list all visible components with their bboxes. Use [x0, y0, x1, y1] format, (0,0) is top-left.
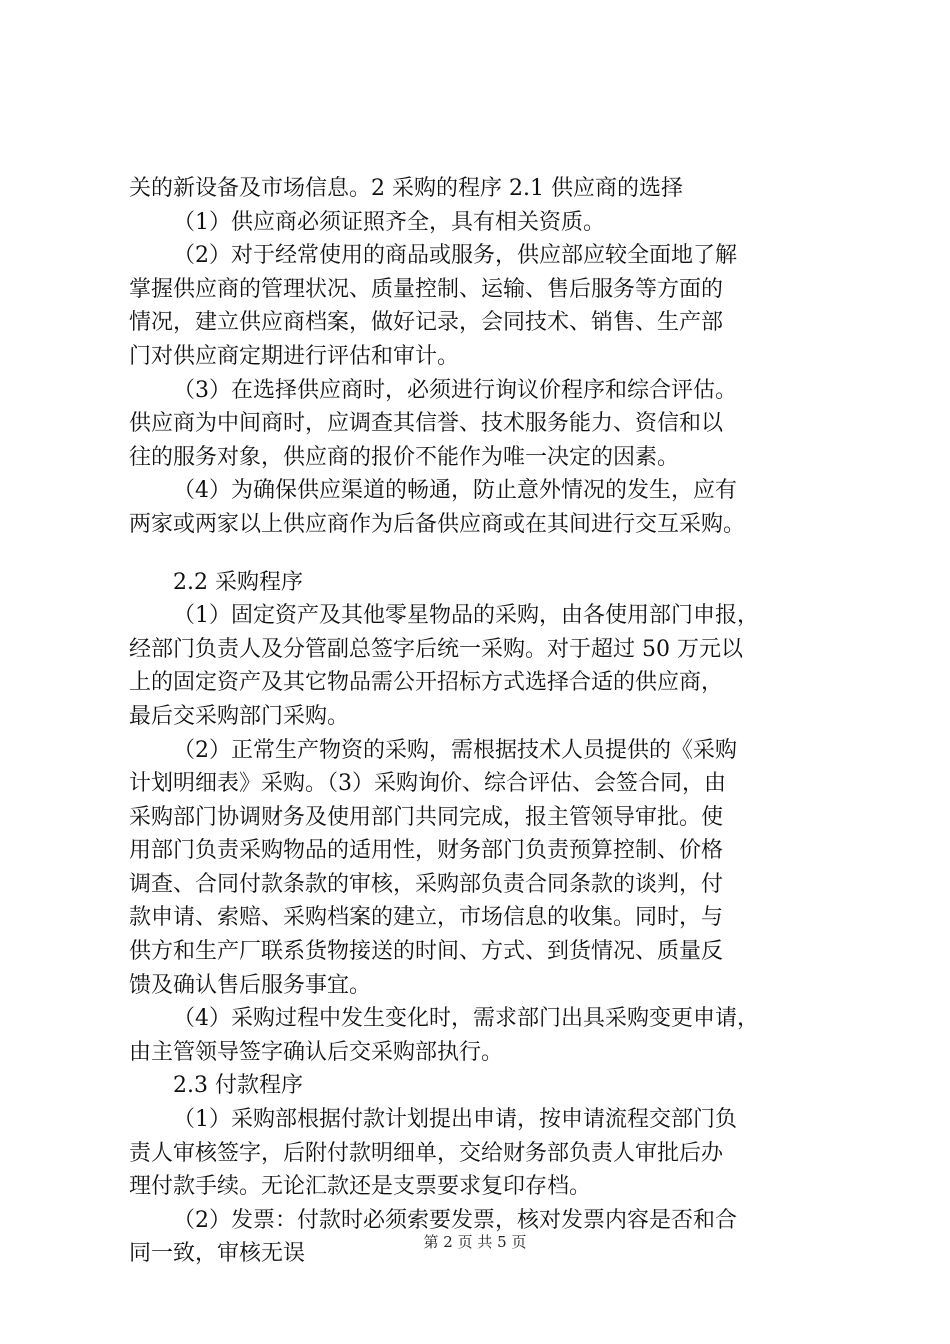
text-line: 责人审核签字，后附付款明细单，交给财务部负责人审批后办	[129, 1140, 724, 1166]
paragraph-gap	[129, 542, 834, 566]
text-line: 款申请、索赔、采购档案的建立，市场信息的收集。同时，与	[129, 905, 724, 931]
text-line: 上的固定资产及其它物品需公开招标方式选择合适的供应商，	[129, 670, 724, 696]
text-line: （4）为确保供应渠道的畅通，防止意外情况的发生，应有	[173, 478, 737, 504]
text-line: 两家或两家以上供应商作为后备供应商或在其间进行交互采购。	[129, 511, 746, 537]
text-line: （2）正常生产物资的采购，需根据技术人员提供的《采购	[173, 737, 737, 763]
text-line: 理付款手续。无论汇款还是支票要求复印存档。	[129, 1174, 592, 1200]
text-line: 情况，建立供应商档案，做好记录，会同技术、销售、生产部	[129, 310, 724, 336]
text-line: （2）发票：付款时必须索要发票，核对发票内容是否和合	[173, 1207, 737, 1233]
text-line: 关的新设备及市场信息。2 采购的程序 2.1 供应商的选择	[129, 176, 683, 201]
text-line: 由主管领导签字确认后交采购部执行。	[129, 1039, 504, 1065]
section-heading: 2.3 付款程序	[173, 1073, 303, 1099]
text-line: 往的服务对象，供应商的报价不能作为唯一决定的因素。	[129, 444, 680, 470]
text-line: 掌握供应商的管理状况、质量控制、运输、售后服务等方面的	[129, 276, 724, 302]
text-line: （4）采购过程中发生变化时，需求部门出具采购变更申请，	[173, 1006, 759, 1032]
text-line: 馈及确认售后服务事宜。	[129, 972, 372, 998]
text-line: （1）供应商必须证照齐全，具有相关资质。	[173, 209, 605, 235]
text-line: （1）固定资产及其他零星物品的采购，由各使用部门申报，	[173, 603, 759, 629]
section-heading: 2.2 采购程序	[173, 569, 303, 595]
page-number-footer: 第 2 页 共 5 页	[423, 1233, 527, 1251]
text-line: 计划明细表》采购。（3）采购询价、综合评估、会签合同，由	[129, 771, 726, 797]
text-line: （2）对于经常使用的商品或服务，供应部应较全面地了解	[173, 243, 737, 269]
text-line: 用部门负责采购物品的适用性，财务部门负责预算控制、价格	[129, 838, 724, 864]
text-line: 最后交采购部门采购。	[129, 703, 350, 729]
text-line: 同一致，审核无误	[129, 1241, 306, 1267]
text-line: （3）在选择供应商时，必须进行询议价程序和综合评估。	[173, 377, 737, 403]
text-line: 经部门负责人及分管副总签字后统一采购。对于超过 50 万元以	[129, 636, 743, 662]
text-line: 采购部门协调财务及使用部门共同完成，报主管领导审批。使	[129, 804, 724, 830]
document-body	[129, 172, 834, 1271]
text-line: 供方和生产厂联系货物接送的时间、方式、到货情况、质量反	[129, 939, 724, 965]
text-line: 门对供应商定期进行评估和审计。	[129, 343, 460, 369]
text-line: （1）采购部根据付款计划提出申请，按申请流程交部门负	[173, 1107, 737, 1133]
text-line: 供应商为中间商时，应调查其信誉、技术服务能力、资信和以	[129, 411, 724, 437]
text-line: 调查、合同付款条款的审核，采购部负责合同条款的谈判，付	[129, 871, 724, 897]
